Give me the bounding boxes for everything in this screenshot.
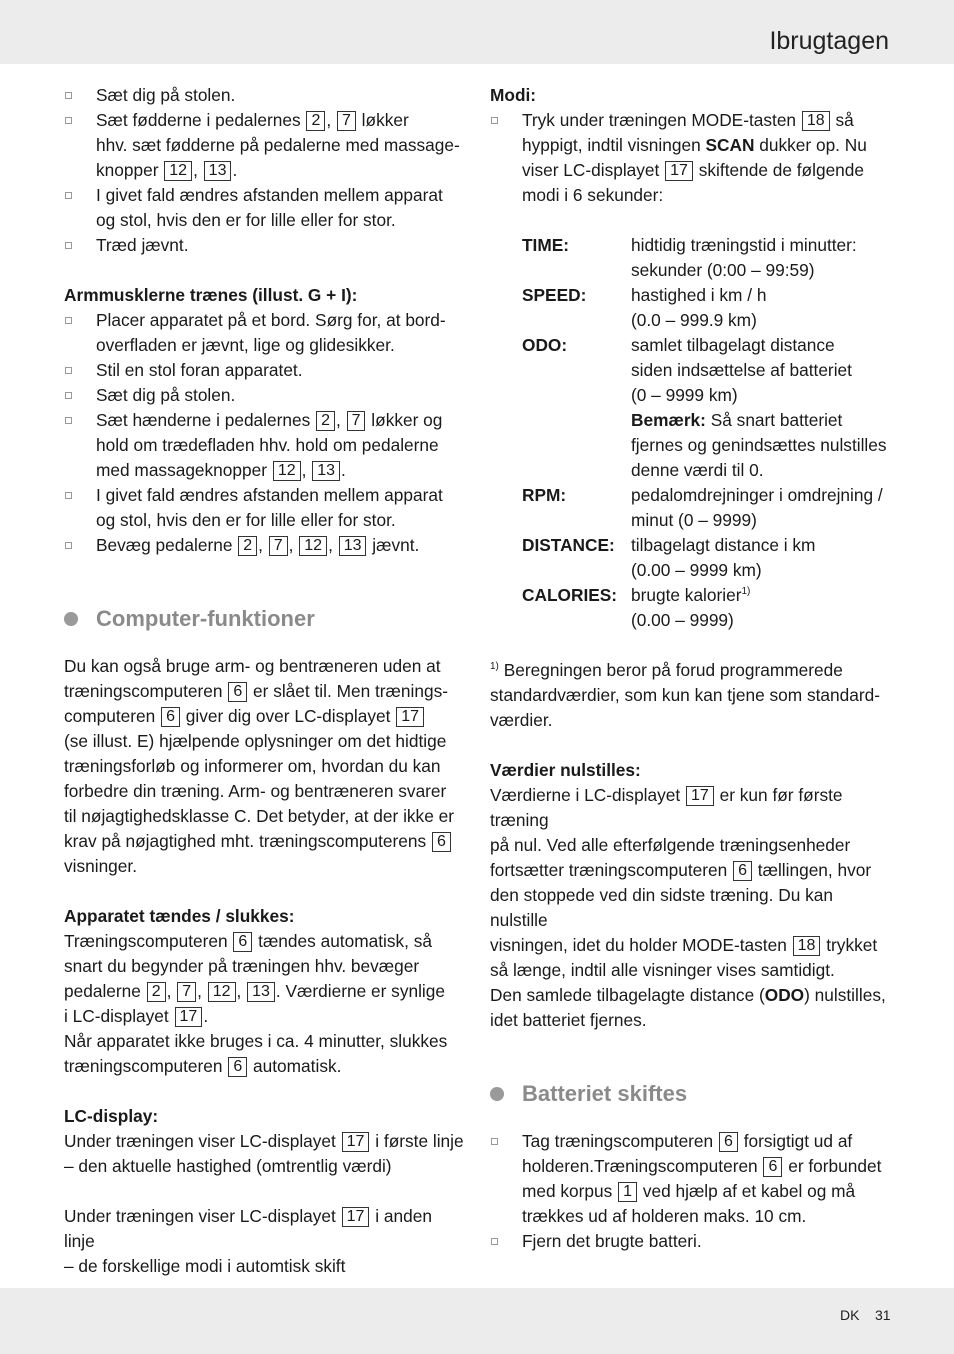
ref-box: 12 (299, 536, 327, 556)
list-item: Tryk under træningen MODE-tasten 18 så hyppigt, indtil visningen SCAN dukker op. Nu viser LC-displayet 17 skiftende de følgende modi i 6 sekunder: (490, 108, 892, 208)
mode-row: SPEED: hastighed i km / h (0.0 – 999.9 km) (522, 285, 767, 330)
note-label: Bemærk: (631, 410, 706, 430)
ref-box: 13 (339, 536, 367, 556)
list-item: Placer apparatet på et bord. Sørg for, at bord- overfladen er jævnt, lige og glidesikker. (64, 308, 466, 358)
ref-box: 7 (177, 982, 196, 1002)
list-item: Fjern det brugte batteri. (490, 1229, 892, 1254)
ref-box: 12 (273, 461, 301, 481)
bullet-dot-icon (490, 1087, 504, 1101)
footer-language: DK (840, 1307, 860, 1323)
list-item: Sæt hænderne i pedalernes 2 , 7 løkker og hold om trædefladen hhv. hold om pedalerne med massageknopper 12 , 13 . (64, 408, 466, 483)
footer-band (0, 1288, 954, 1354)
ref-box: 6 (161, 707, 180, 727)
reset-paragraph: Værdierne i LC-displayet 17 er kun før første træning på nul. Ved alle efterfølgende træningsenheder fortsætter træningscomputeren 6 tællingen, hvor den stoppede ved din sidste træning. Du kan nulstille visningen, idet du holder MODE-tasten 18 trykket så længe, indtil alle visninger vises samtidigt. Den samlede tilbagelagte distance (ODO) nulstilles, idet batteriet fjernes. (490, 785, 886, 1030)
ref-box: 17 (686, 786, 714, 806)
mode-row: CALORIES: brugte kalorier$^{1)}$ (0.00 – 9999) (522, 585, 751, 630)
computer-paragraph: Du kan også bruge arm- og bentræneren uden at træningscomputeren 6 er slået til. Men trænings- computeren 6 giver dig over LC-displayet 17 (se illust. E) hjælpende oplysninger om det hidtige træningsforløb og informerer om, hvordan du kan forbedre din træning. Arm- og bentræneren svarer til nøjagtighedsklasse C. Det betyder, at der ikke er krav på nøjagtighed mht. træningscomputerens 6 visninger. (64, 656, 454, 876)
ref-box: 7 (347, 411, 366, 431)
ref-box: 17 (342, 1132, 370, 1152)
list-item: Sæt fødderne i pedalernes 2 , 7 løkker hhv. sæt fødderne på pedalerne med massage- knopper 12 , 13 . (64, 108, 466, 183)
ref-box: 7 (337, 111, 356, 131)
list-item: Træd jævnt. (64, 233, 466, 258)
mode-row: DISTANCE: tilbagelagt distance i km (0.00 – 9999 km) (522, 535, 816, 580)
modi-heading: Modi: (490, 85, 537, 105)
ref-box: 2 (306, 111, 325, 131)
left-column (64, 83, 466, 1279)
ref-box: 2 (238, 536, 257, 556)
onoff-heading: Apparatet tændes / slukkes: (64, 906, 295, 926)
bullet-dot-icon (64, 612, 78, 626)
list-item: Tag træningscomputeren 6 forsigtigt ud af holderen.Træningscomputeren 6 er forbundet med korpus 1 ved hjælp af et kabel og må trækkes ud af holderen maks. 10 cm. (490, 1129, 892, 1229)
ref-box: 6 (763, 1157, 782, 1177)
list-item: Stil en stol foran apparatet. (64, 358, 466, 383)
list-item: Sæt dig på stolen. (64, 83, 466, 108)
ref-box: 17 (342, 1207, 370, 1227)
lc-paragraph-2: Under træningen viser LC-displayet 17 i anden linje – de forskellige modi i automtisk skift (64, 1206, 432, 1276)
list-item: Bevæg pedalerne 2 , 7 , 12 , 13 jævnt. (64, 533, 466, 558)
ref-box: 18 (793, 936, 821, 956)
reset-heading: Værdier nulstilles: (490, 760, 641, 780)
list-item: I givet fald ændres afstanden mellem apparat og stol, hvis den er for lille eller for stor. (64, 183, 466, 233)
ref-box: 12 (208, 982, 236, 1002)
ref-box: 6 (432, 832, 451, 852)
onoff-paragraph: Træningscomputeren 6 tændes automatisk, så snart du begynder på træningen hhv. bevæger pedalerne 2 , 7 , 12 , 13 . Værdierne er synlige i LC-displayet 17 . Når apparatet ikke bruges i ca. 4 minutter, slukkes træningscomputeren 6 automatisk. (64, 931, 448, 1076)
page-title: Ibrugtagen (769, 27, 889, 55)
section-heading-battery: Batteriet skiftes (490, 1079, 892, 1109)
lc-paragraph: Under træningen viser LC-displayet 17 i første linje – den aktuelle hastighed (omtrentlig værdi) (64, 1131, 464, 1176)
lc-heading: LC-display: (64, 1106, 159, 1126)
ref-box: 7 (269, 536, 288, 556)
mode-row: RPM: pedalomdrejninger i omdrejning / minut (0 – 9999) (522, 485, 883, 530)
right-column (490, 83, 892, 1254)
ref-box: 1 (618, 1182, 637, 1202)
arm-heading: Armmusklerne trænes (illust. G + I): (64, 285, 358, 305)
list-item: Sæt dig på stolen. (64, 383, 466, 408)
ref-box: 12 (164, 161, 192, 181)
list-item: I givet fald ændres afstanden mellem apparat og stol, hvis den er for lille eller for stor. (64, 483, 466, 533)
ref-box: 6 (228, 682, 247, 702)
ref-box: 17 (175, 1007, 203, 1027)
ref-box: 18 (802, 111, 830, 131)
ref-box: 6 (233, 932, 252, 952)
ref-box: 2 (316, 411, 335, 431)
ref-box: 17 (396, 707, 424, 727)
ref-box: 13 (312, 461, 340, 481)
ref-box: 13 (247, 982, 275, 1002)
footnote: $^{1)}$ Beregningen beror på forud programmerede standardværdier, som kun kan tjene som standard- værdier. (490, 660, 880, 730)
ref-box: 17 (665, 161, 693, 181)
ref-box: 6 (719, 1132, 738, 1152)
mode-row: ODO: samlet tilbagelagt distance siden indsættelse af batteriet (0 – 9999 km) Bemærk: Så snart batteriet fjernes og genindsættes nulstilles denne værdi til 0. (522, 335, 887, 480)
mode-row: TIME: hidtidig træningstid i minutter: sekunder (0:00 – 99:59) (522, 235, 857, 280)
page-number: 31 (875, 1307, 891, 1323)
ref-box: 2 (147, 982, 166, 1002)
ref-box: 13 (204, 161, 232, 181)
ref-box: 6 (733, 861, 752, 881)
modes-table (522, 233, 892, 633)
ref-box: 6 (228, 1057, 247, 1077)
section-heading-computer: Computer-funktioner (64, 604, 466, 634)
